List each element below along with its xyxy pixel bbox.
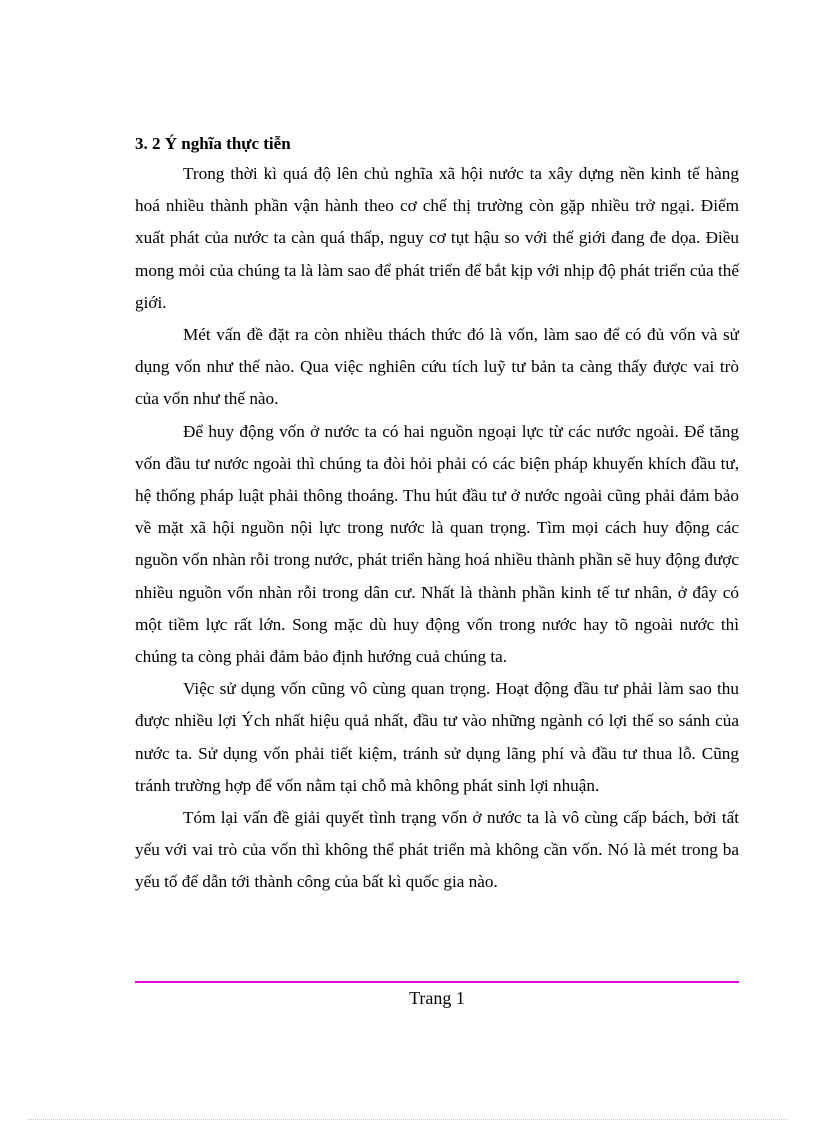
paragraph-capital-mobilization: Để huy động vốn ở nước ta có hai nguồn ngoại lực từ các nước ngoài. Để tăng vốn đầu tư nước ngoài thì chúng ta đòi hỏi phải có các biện pháp khuyến khích đầu tư, hệ thống pháp luật phải thông thoáng. Thu hút đầu tư ở nước ngoài cũng phải đảm bảo về mặt xã hội nguồn nội lực trong nước là quan trọng. Tìm mọi cách huy động các nguồn vốn nhàn rỗi trong nước, phát triển hàng hoá nhiều thành phần sẽ huy động được nhiều nguồn vốn nhàn rỗi trong dân cư. Nhất là thành phần kinh tế tư nhân, ở đây có một tiềm lực rất lớn. Song mặc dù huy động vốn trong nước hay tõ ngoài nước thì chúng ta còng phải đảm bảo định hướng cuả chúng ta.	[135, 421, 739, 667]
page-number: Trang 1	[409, 988, 465, 1008]
paragraph-capital-challenge: Mét vấn đề đặt ra còn nhiều thách thức đó là vốn, làm sao để có đủ vốn và sử dụng vốn như thế nào. Qua việc nghiên cứu tích luỹ tư bản ta càng thấy được vai trò của vốn như thế nào.	[135, 325, 739, 409]
paragraph-capital-usage: Việc sử dụng vốn cũng vô cùng quan trọng. Hoạt động đầu tư phải làm sao thu được nhiều lợi Ých nhất hiệu quả nhất, đầu tư vào những ngành có lợi thế so sánh của nước ta. Sử dụng vốn phải tiết kiệm, tránh sử dụng lãng phí và đầu tư thua lỗ. Cũng tránh trường hợp để vốn nằm tại chỗ mà không phát sinh lợi nhuận.	[135, 679, 739, 795]
section-heading: 3. 2 Ý nghĩa thực tiễn	[135, 134, 291, 153]
paragraph-conclusion: Tóm lại vấn đề giải quyết tình trạng vốn ở nước ta là vô cùng cấp bách, bởi tất yếu với vai trò của vốn thì không thể phát triển mà không cần vốn. Nó là mét trong ba yếu tố để dẫn tới thành công của bất kì quốc gia nào.	[135, 808, 739, 892]
document-body	[135, 130, 739, 899]
footer-divider	[135, 981, 739, 983]
paragraph-context: Trong thời kì quá độ lên chủ nghĩa xã hội nước ta xây dựng nền kinh tế hàng hoá nhiều thành phần vận hành theo cơ chế thị trường còn gặp nhiều trở ngại. Điểm xuất phát của nước ta càn quá thấp, nguy cơ tụt hậu so với thế giới đang đe dọa. Điều mong mỏi của chúng ta là làm sao để phát triển để bắt kịp với nhịp độ phát triển của thế giới.	[135, 164, 739, 312]
page-bottom-border	[28, 1119, 788, 1120]
